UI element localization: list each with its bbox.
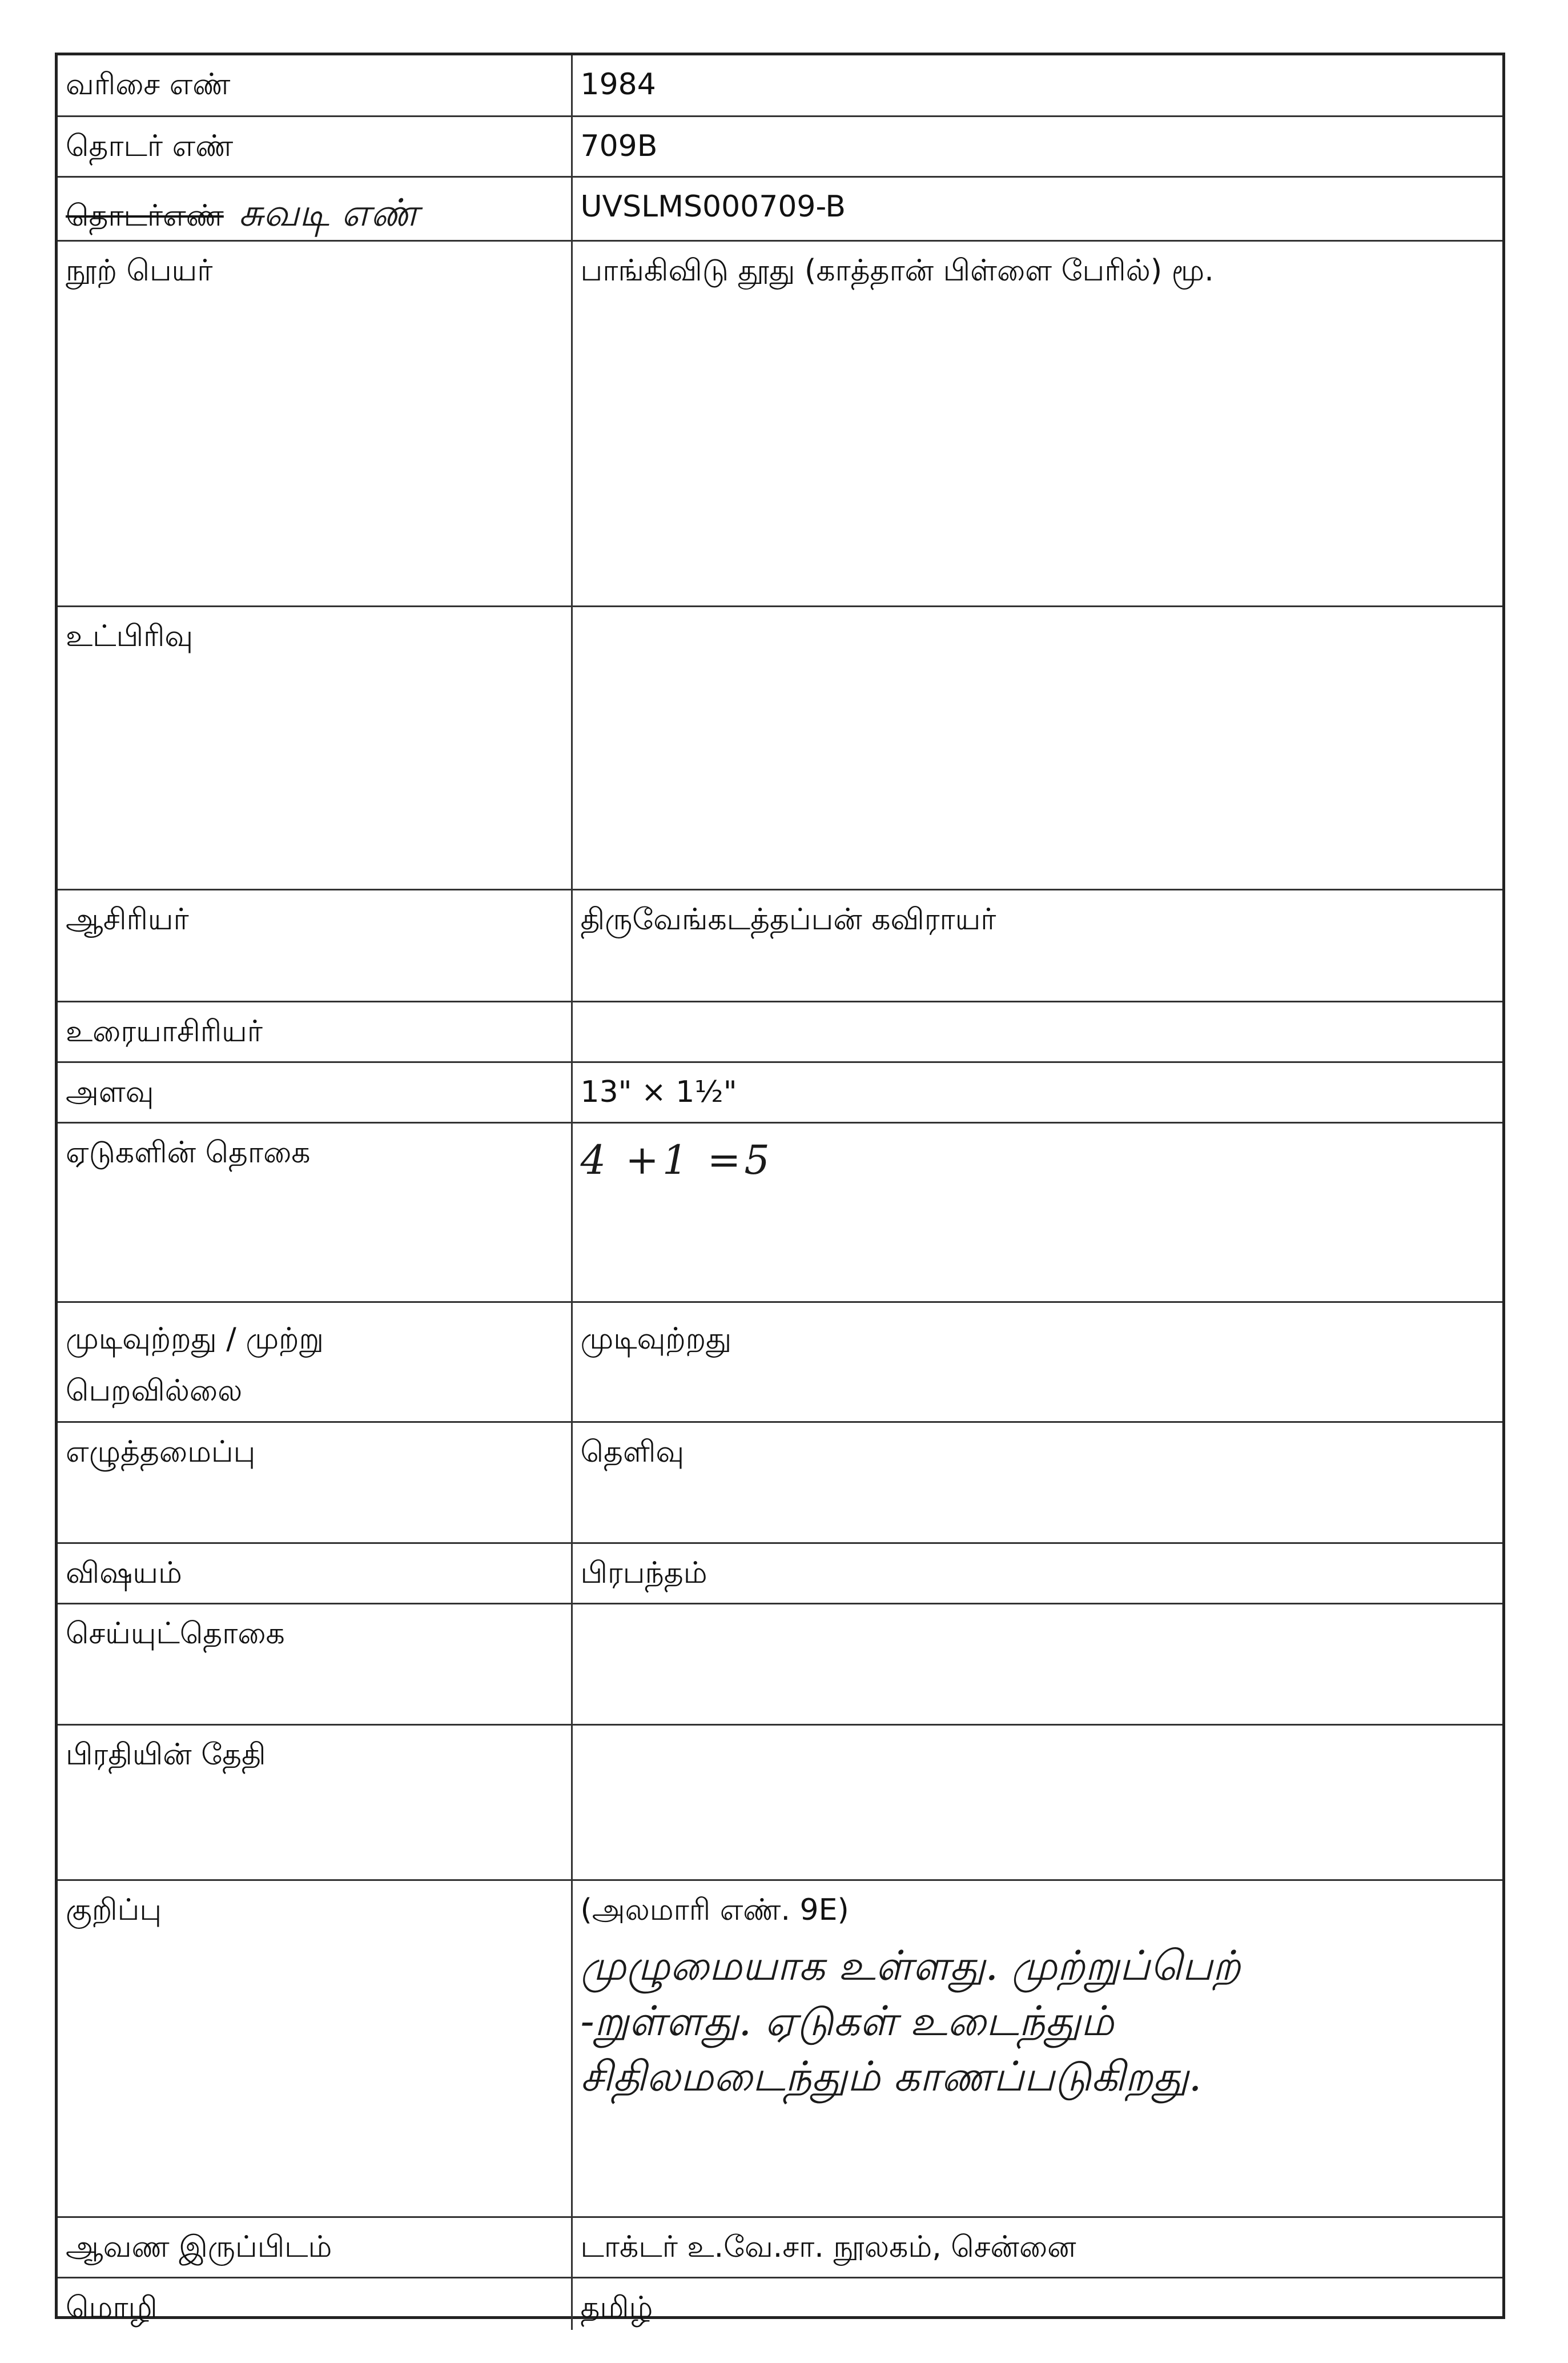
- sequence-label: தொடர் எண்: [58, 116, 572, 176]
- row-sequence: [58, 116, 1502, 176]
- row-subject: [58, 1543, 1502, 1604]
- row-leaves: [58, 1123, 1502, 1302]
- row-size: [58, 1062, 1502, 1123]
- copy-date-label: பிரதியின் தேதி: [58, 1725, 572, 1880]
- archive-value: டாக்டர் உ.வே.சா. நூலகம், சென்னை: [572, 2217, 1502, 2278]
- row-note: [58, 1880, 1502, 2217]
- catalog-sheet: [55, 53, 1505, 2325]
- bundle-value: UVSLMS000709-B: [572, 176, 1502, 241]
- completion-label-line2: பெறவில்லை: [66, 1373, 243, 1408]
- copy-date-value: [572, 1725, 1502, 1880]
- completion-value: முடிவுற்றது: [572, 1302, 1502, 1422]
- note-shelf-number: (அலமாரி எண். 9E): [580, 1893, 849, 1928]
- row-verses: [58, 1604, 1502, 1725]
- row-author: [58, 890, 1502, 1002]
- note-handwritten: [581, 1938, 1495, 2105]
- author-label: ஆசிரியர்: [58, 890, 572, 1002]
- subdivision-value: [572, 607, 1502, 890]
- size-value: 13" × 1½": [572, 1062, 1502, 1123]
- manuscript-record-table: [58, 55, 1502, 2330]
- row-completion: [58, 1302, 1502, 1422]
- row-copy-date: [58, 1725, 1502, 1880]
- row-archive: [58, 2217, 1502, 2278]
- subject-value: பிரபந்தம்: [572, 1543, 1502, 1604]
- size-label: அளவு: [58, 1062, 572, 1123]
- archive-label: ஆவண இருப்பிடம்: [58, 2217, 572, 2278]
- verses-label: செய்யுட்தொகை: [58, 1604, 572, 1725]
- subject-label: விஷயம்: [58, 1543, 572, 1604]
- author-value: திருவேங்கடத்தப்பன் கவிராயர்: [572, 890, 1502, 1002]
- completion-label-cell: [58, 1302, 572, 1422]
- note-handwritten-line-1: முழுமையாக உள்ளது. முற்றுப்பெற்: [580, 1941, 1241, 1989]
- verses-value: [572, 1604, 1502, 1725]
- language-label: மொழி: [58, 2278, 572, 2330]
- note-value-cell: [572, 1880, 1502, 2217]
- row-title: [58, 241, 1502, 607]
- commentator-label: உரையாசிரியர்: [58, 1002, 572, 1062]
- language-value: தமிழ்: [572, 2278, 1502, 2330]
- script-value: தெளிவு: [572, 1422, 1502, 1543]
- completion-label-line1: முடிவுற்றது / முற்று: [66, 1322, 324, 1357]
- serial-label: வரிசை எண்: [58, 55, 572, 116]
- title-value: பாங்கிவிடு தூது (காத்தான் பிள்ளை பேரில்) மூ.: [572, 241, 1502, 607]
- note-label: குறிப்பு: [58, 1880, 572, 2217]
- row-language: [58, 2278, 1502, 2330]
- leaves-label: ஏடுகளின் தொகை: [58, 1123, 572, 1302]
- commentator-value: [572, 1002, 1502, 1062]
- row-bundle: [58, 176, 1502, 241]
- serial-value: 1984: [572, 55, 1502, 116]
- row-commentator: [58, 1002, 1502, 1062]
- title-label: நூற் பெயர்: [58, 241, 572, 607]
- row-script: [58, 1422, 1502, 1543]
- leaves-value-cell: [572, 1123, 1502, 1302]
- script-label: எழுத்தமைப்பு: [58, 1422, 572, 1543]
- leaves-count-handwritten: 4 +1 =5: [580, 1137, 773, 1184]
- note-handwritten-line-3: சிதிலமடைந்தும் காணப்படுகிறது.: [580, 2052, 1202, 2100]
- bundle-label-handwritten: சுவடி எண்: [238, 190, 419, 235]
- subdivision-label: உட்பிரிவு: [58, 607, 572, 890]
- sequence-value: 709B: [572, 116, 1502, 176]
- note-handwritten-line-2: -றுள்ளது. ஏடுகள் உடைந்தும்: [580, 1996, 1114, 2045]
- bundle-label-struck: தொடர்எண்: [66, 198, 224, 233]
- row-subdivision: [58, 607, 1502, 890]
- row-serial: [58, 55, 1502, 116]
- bundle-label-cell: [58, 176, 572, 241]
